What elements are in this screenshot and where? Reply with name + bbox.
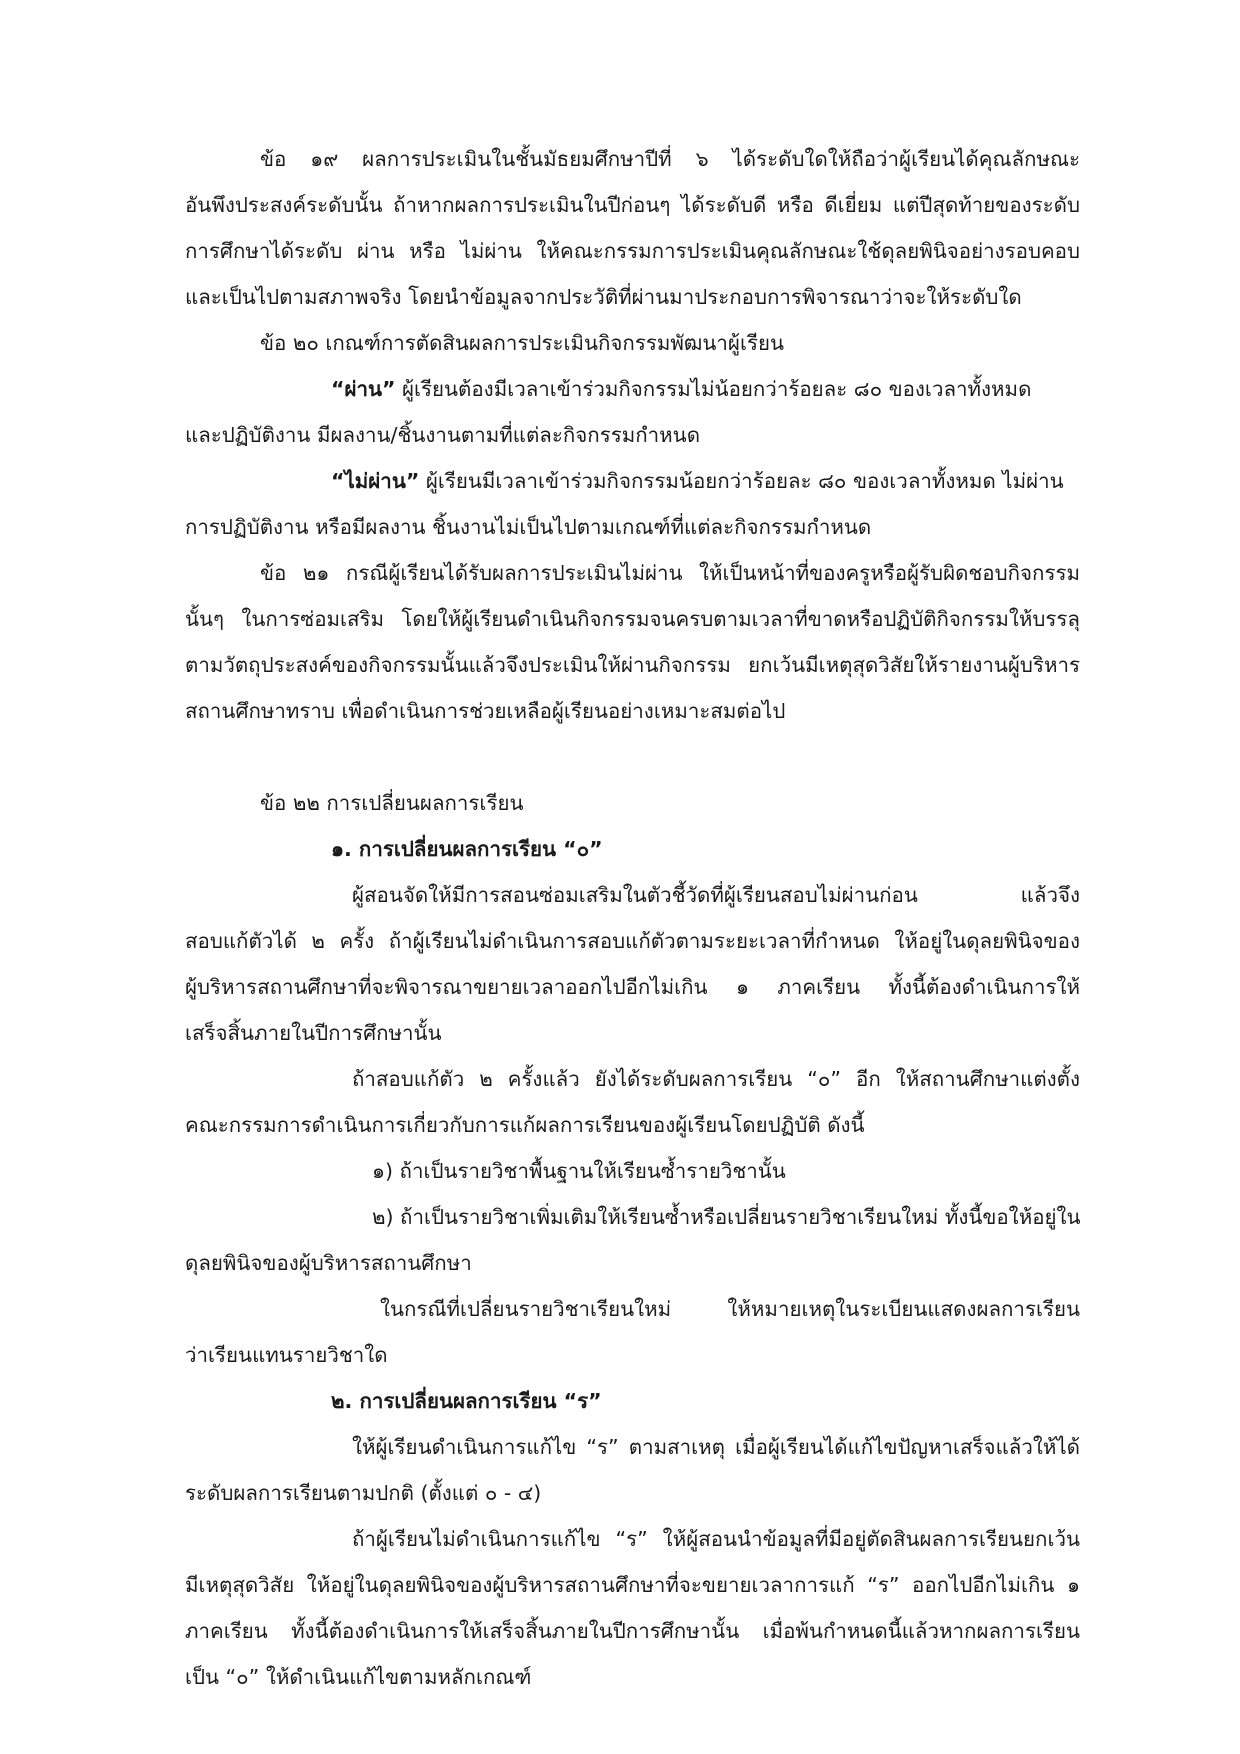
subsection-1-p1-line-2: สอบแก้ตัวได้ ๒ ครั้ง ถ้าผู้เรียนไม่ดำเนินการสอบแก้ตัวตามระยะเวลาที่กำหนด ให้อยู่ในดุลยพินิจของ: [185, 929, 1080, 953]
section-19-line-3: การศึกษาได้ระดับ ผ่าน หรือ ไม่ผ่าน ให้คณะกรรมการประเมินคุณลักษณะใช้ดุลยพินิจอย่างรอบคอบ: [185, 239, 1080, 263]
subsection-1-item-2-line-1: ๒) ถ้าเป็นรายวิชาเพิ่มเติมให้เรียนซ้ำหรือเปลี่ยนรายวิชาเรียนใหม่ ทั้งนี้ขอให้อยู่ใน: [372, 1205, 1081, 1229]
subsection-1-note-line-1: ในกรณีที่เปลี่ยนรายวิชาเรียนใหม่ ให้หมายเหตุในระเบียนแสดงผลการเรียน: [380, 1297, 1080, 1321]
subsection-2-p1-line-2: ระดับผลการเรียนตามปกติ (ตั้งแต่ ๐ - ๔): [185, 1481, 542, 1505]
subsection-1-item-2-line-2: ดุลยพินิจของผู้บริหารสถานศึกษา: [185, 1251, 472, 1275]
subsection-1-p2-line-1: ถ้าสอบแก้ตัว ๒ ครั้งแล้ว ยังได้ระดับผลการเรียน “๐” อีก ให้สถานศึกษาแต่งตั้ง: [352, 1067, 1080, 1091]
section-19-line-1: ข้อ ๑๙ ผลการประเมินในชั้นมัธยมศึกษาปีที่ ๖ ได้ระดับใดให้ถือว่าผู้เรียนได้คุณลักษณะ: [260, 147, 1080, 171]
fail-criteria-line-1: [331, 463, 1080, 499]
fail-criteria-line-2: การปฏิบัติงาน หรือมีผลงาน ชิ้นงานไม่เป็นไปตามเกณฑ์ที่แต่ละกิจกรรมกำหนด: [185, 515, 872, 539]
subsection-1-note-line-2: ว่าเรียนแทนรายวิชาใด: [185, 1343, 388, 1367]
pass-criteria-line-2: และปฏิบัติงาน มีผลงาน/ชิ้นงานตามที่แต่ละกิจกรรมกำหนด: [185, 423, 701, 447]
section-20-heading: ข้อ ๒๐ เกณฑ์การตัดสินผลการประเมินกิจกรรมพัฒนาผู้เรียน: [260, 331, 784, 355]
section-19-line-2: อันพึงประสงค์ระดับนั้น ถ้าหากผลการประเมินในปีก่อนๆ ได้ระดับดี หรือ ดีเยี่ยม แต่ปีสุดท้ายของระดับ: [185, 193, 1080, 217]
pass-term: “ผ่าน”: [331, 377, 396, 401]
subsection-1-p1-line-4: เสร็จสิ้นภายในปีการศึกษานั้น: [185, 1021, 442, 1045]
subsection-1-p1-line-1: ผู้สอนจัดให้มีการสอนซ่อมเสริมในตัวชี้วัดที่ผู้เรียนสอบไม่ผ่านก่อน แล้วจึง: [352, 883, 1080, 907]
subsection-2-p2-line-4: เป็น “๐” ให้ดำเนินแก้ไขตามหลักเกณฑ์: [185, 1665, 532, 1689]
subsection-1-item-1: ๑) ถ้าเป็นรายวิชาพื้นฐานให้เรียนซ้ำรายวิชานั้น: [372, 1159, 786, 1183]
subsection-1-p2-line-2: คณะกรรมการดำเนินการเกี่ยวกับการแก้ผลการเรียนของผู้เรียนโดยปฏิบัติ ดังนี้: [185, 1113, 865, 1137]
section-21-line-2: นั้นๆ ในการซ่อมเสริม โดยให้ผู้เรียนดำเนินกิจกรรมจนครบตามเวลาที่ขาดหรือปฏิบัติกิจกรรมให้บรรลุ: [185, 607, 1080, 631]
section-21-line-3: ตามวัตถุประสงค์ของกิจกรรมนั้นแล้วจึงประเมินให้ผ่านกิจกรรม ยกเว้นมีเหตุสุดวิสัยให้รายงานผู้บริหาร: [185, 653, 1080, 677]
subsection-1-p1-line-3: ผู้บริหารสถานศึกษาที่จะพิจารณาขยายเวลาออกไปอีกไม่เกิน ๑ ภาคเรียน ทั้งนี้ต้องดำเนินการให้: [185, 975, 1080, 999]
subsection-2-p2-line-1: ถ้าผู้เรียนไม่ดำเนินการแก้ไข “ร” ให้ผู้สอนนำข้อมูลที่มีอยู่ตัดสินผลการเรียนยกเว้น: [352, 1527, 1080, 1551]
pass-criteria-text: ผู้เรียนต้องมีเวลาเข้าร่วมกิจกรรมไม่น้อยกว่าร้อยละ ๘๐ ของเวลาทั้งหมด: [395, 377, 1032, 401]
subsection-2-p2-line-3: ภาคเรียน ทั้งนี้ต้องดำเนินการให้เสร็จสิ้นภายในปีการศึกษานั้น เมื่อพ้นกำหนดนี้แล้วหากผลการเรียน: [185, 1619, 1080, 1643]
subsection-2-p1-line-1: ให้ผู้เรียนดำเนินการแก้ไข “ร” ตามสาเหตุ เมื่อผู้เรียนได้แก้ไขปัญหาเสร็จแล้วให้ได้: [352, 1435, 1080, 1459]
section-22-heading: ข้อ ๒๒ การเปลี่ยนผลการเรียน: [260, 791, 524, 815]
fail-criteria-text: ผู้เรียนมีเวลาเข้าร่วมกิจกรรมน้อยกว่าร้อยละ ๘๐ ของเวลาทั้งหมด ไม่ผ่าน: [419, 469, 1064, 493]
fail-term: “ไม่ผ่าน”: [331, 469, 420, 493]
section-21-line-4: สถานศึกษาทราบ เพื่อดำเนินการช่วยเหลือผู้เรียนอย่างเหมาะสมต่อไป: [185, 699, 786, 723]
subsection-2-p2-line-2: มีเหตุสุดวิสัย ให้อยู่ในดุลยพินิจของผู้บริหารสถานศึกษาที่จะขยายเวลาการแก้ “ร” ออกไปอีกไม่เกิน ๑: [185, 1573, 1080, 1597]
section-21-line-1: ข้อ ๒๑ กรณีผู้เรียนได้รับผลการประเมินไม่ผ่าน ให้เป็นหน้าที่ของครูหรือผู้รับผิดชอบกิจกรรม: [260, 561, 1080, 585]
subsection-2-title: ๒. การเปลี่ยนผลการเรียน “ร”: [331, 1389, 602, 1413]
pass-criteria-line-1: [331, 371, 1080, 407]
section-19-line-4: และเป็นไปตามสภาพจริง โดยนำข้อมูลจากประวัติที่ผ่านมาประกอบการพิจารณาว่าจะให้ระดับใด: [185, 285, 1022, 309]
subsection-1-title: ๑. การเปลี่ยนผลการเรียน “๐”: [331, 837, 603, 861]
